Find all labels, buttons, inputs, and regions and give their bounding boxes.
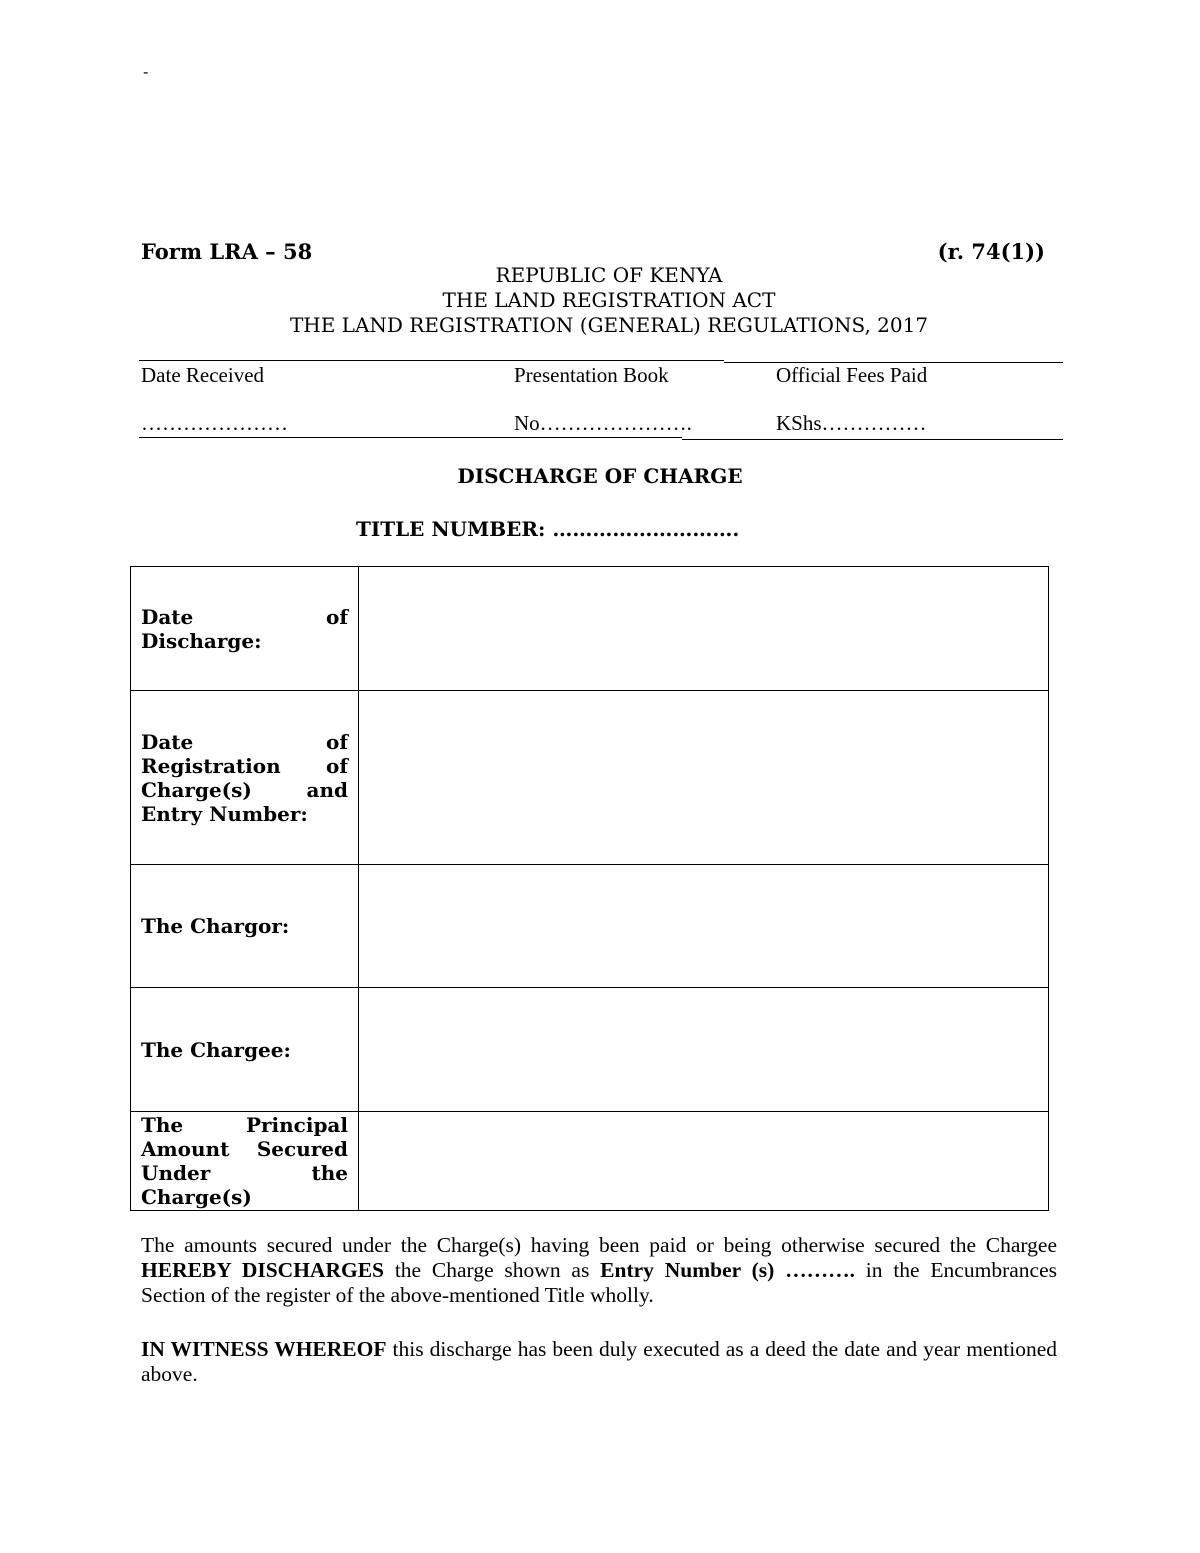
discharge-statement-text-2: the Charge shown as <box>384 1258 601 1282</box>
chargee-value[interactable] <box>359 988 1049 1112</box>
form-number: Form LRA – 58 <box>141 239 313 264</box>
chargee-label: The Chargee: <box>131 988 359 1112</box>
chargor-value[interactable] <box>359 865 1049 988</box>
witness-clause <box>141 1337 1057 1387</box>
principal-amount-value[interactable] <box>359 1112 1049 1211</box>
registry-bottom-rule-right <box>682 439 1063 440</box>
principal-amount-label: The Principal Amount Secured Under the Charge(s) <box>131 1112 359 1211</box>
date-of-discharge-label: Date of Discharge: <box>131 567 359 691</box>
heading-act: THE LAND REGISTRATION ACT <box>442 288 776 312</box>
rule-reference: (r. 74(1)) <box>937 239 1045 264</box>
table-row <box>131 691 1049 865</box>
table-row <box>131 1112 1049 1211</box>
discharge-statement <box>141 1233 1057 1308</box>
date-received-value: ………………… <box>141 411 288 435</box>
date-of-discharge-value[interactable] <box>359 567 1049 691</box>
title-number-field: TITLE NUMBER: ………………………. <box>356 517 740 541</box>
presentation-book-label: Presentation Book <box>514 363 669 387</box>
heading-republic: REPUBLIC OF KENYA <box>495 263 723 287</box>
table-row <box>131 988 1049 1112</box>
presentation-book-value: No…………………. <box>514 411 692 435</box>
discharge-statement-text-3: in the Encumbrances Section of the register of the above-mentioned Title wholly. <box>141 1258 1057 1307</box>
chargor-label: The Chargor: <box>131 865 359 988</box>
registry-bottom-rule <box>139 437 682 438</box>
registry-top-rule <box>139 360 724 361</box>
date-received-label: Date Received <box>141 363 265 387</box>
document-title: DISCHARGE OF CHARGE <box>457 464 743 488</box>
discharge-statement-text-1: The amounts secured under the Charge(s) having been paid or being otherwise secured the Chargee <box>141 1233 1057 1257</box>
table-row <box>131 865 1049 988</box>
heading-regulations: THE LAND REGISTRATION (GENERAL) REGULATIONS, 2017 <box>289 313 929 337</box>
date-of-registration-label: Date of Registration of Charge(s) and Entry Number: <box>131 691 359 865</box>
discharge-details-table <box>130 566 1049 1211</box>
official-fees-label: Official Fees Paid <box>776 363 928 387</box>
page-mark: - <box>143 62 149 81</box>
entry-number-field: Entry Number (s) ………. <box>600 1258 855 1282</box>
hereby-discharges-text: HEREBY DISCHARGES <box>141 1258 384 1282</box>
witness-clause-text: this discharge has been duly executed as a deed the date and year mentioned above. <box>141 1337 1057 1386</box>
table-row <box>131 567 1049 691</box>
official-fees-value: KShs…………… <box>776 411 927 435</box>
in-witness-whereof-text: IN WITNESS WHEREOF <box>141 1337 387 1361</box>
date-of-registration-value[interactable] <box>359 691 1049 865</box>
